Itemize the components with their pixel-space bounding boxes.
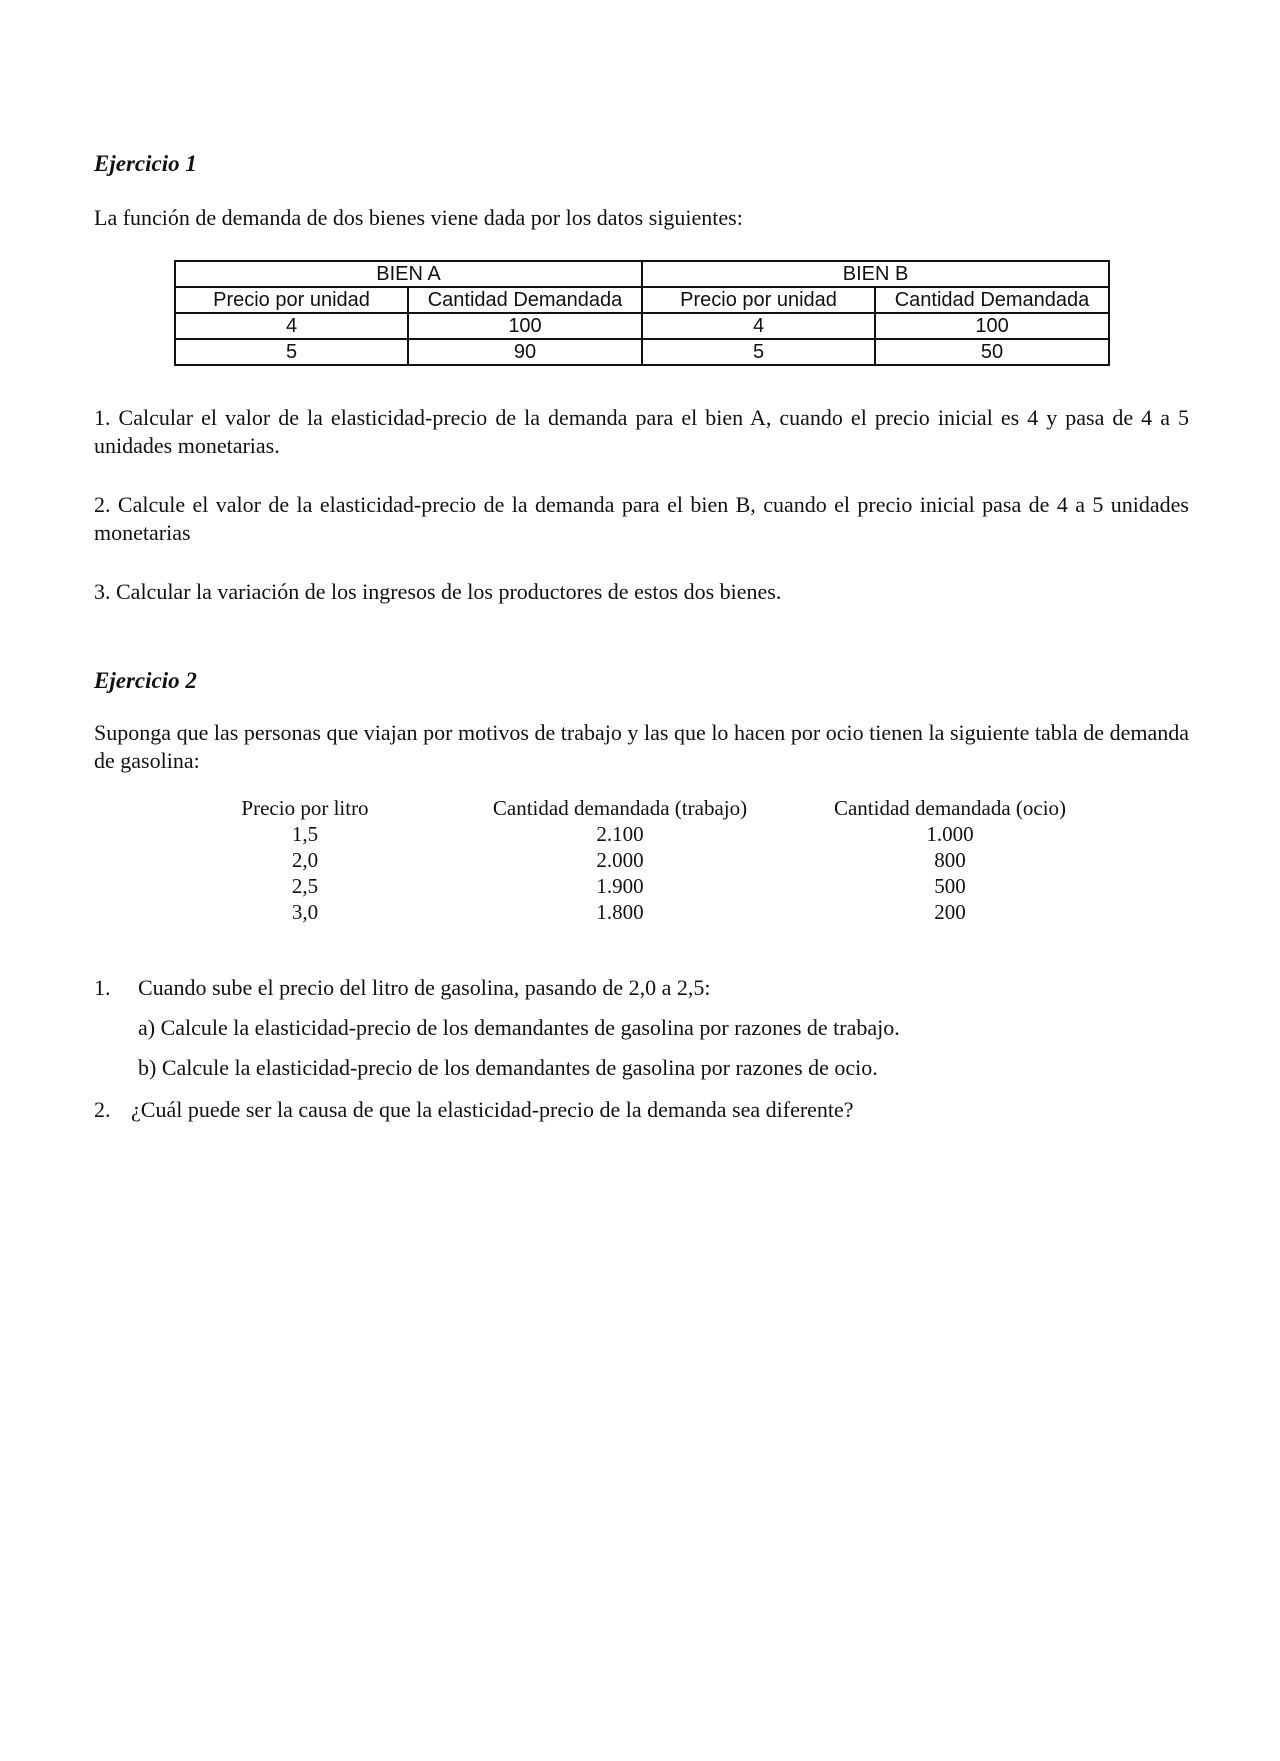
table-cell: 2,0 bbox=[291, 848, 319, 872]
exercise-1-question-3: 3. Calcular la variación de los ingresos de los productores de estos dos bienes. bbox=[94, 579, 782, 604]
table-cell: 100 bbox=[875, 313, 1109, 339]
list-number-2: 2. bbox=[94, 1097, 111, 1122]
column-header: Cantidad demandada (trabajo) bbox=[492, 796, 748, 820]
table-cell: 1.900 bbox=[596, 874, 644, 898]
table-cell: 2.000 bbox=[596, 848, 644, 872]
table-cell: 100 bbox=[408, 313, 642, 339]
goods-demand-table bbox=[174, 260, 1110, 366]
table-cell: 200 bbox=[934, 900, 966, 924]
exercise-2-question-1b: b) Calcule la elasticidad-precio de los demandantes de gasolina por razones de ocio. bbox=[138, 1055, 878, 1080]
column-header: Precio por litro bbox=[241, 796, 369, 820]
table-cell: 5 bbox=[175, 339, 408, 365]
exercise-1-question-1: 1. Calcular el valor de la elasticidad-precio de la demanda para el bien A, cuando el precio inicial es 4 y pasa de 4 a 5 unidades monetarias. bbox=[94, 405, 1189, 458]
exercise-2-question-1: Cuando sube el precio del litro de gasolina, pasando de 2,0 a 2,5: bbox=[138, 975, 711, 1000]
table-header-row bbox=[175, 287, 1109, 313]
table-cell: 1,5 bbox=[291, 822, 319, 846]
column-header: Cantidad Demandada bbox=[875, 287, 1109, 313]
column-header: Precio por unidad bbox=[642, 287, 875, 313]
exercise-1-question-2: 2. Calcule el valor de la elasticidad-precio de la demanda para el bien B, cuando el precio inicial pasa de 4 a 5 unidades monetarias bbox=[94, 492, 1189, 545]
table-row bbox=[175, 313, 1109, 339]
exercise-2-question-2: ¿Cuál puede ser la causa de que la elasticidad-precio de la demanda sea diferente? bbox=[131, 1097, 854, 1122]
group-header-b: BIEN B bbox=[642, 261, 1109, 287]
table-group-row bbox=[175, 261, 1109, 287]
table-row bbox=[175, 339, 1109, 365]
table-cell: 5 bbox=[642, 339, 875, 365]
table-cell: 4 bbox=[642, 313, 875, 339]
gasoline-table-work-column bbox=[470, 795, 770, 925]
group-header-a: BIEN A bbox=[175, 261, 642, 287]
gasoline-table-leisure-column bbox=[810, 795, 1090, 925]
table-cell: 800 bbox=[934, 848, 966, 872]
table-cell: 90 bbox=[408, 339, 642, 365]
list-number-1: 1. bbox=[94, 975, 111, 1000]
table-cell: 500 bbox=[934, 874, 966, 898]
column-header: Cantidad Demandada bbox=[408, 287, 642, 313]
exercise-1-intro: La función de demanda de dos bienes viene dada por los datos siguientes: bbox=[94, 205, 743, 230]
table-cell: 50 bbox=[875, 339, 1109, 365]
table-cell: 2,5 bbox=[291, 874, 319, 898]
exercise-2-intro: Suponga que las personas que viajan por motivos de trabajo y las que lo hacen por ocio tienen la siguiente tabla de demanda de gasolina: bbox=[94, 720, 1189, 773]
exercise-2-question-1a: a) Calcule la elasticidad-precio de los demandantes de gasolina por razones de trabajo. bbox=[138, 1015, 900, 1040]
table-cell: 2.100 bbox=[596, 822, 644, 846]
gasoline-table-price-column bbox=[220, 795, 390, 925]
exercise-2-heading: Ejercicio 2 bbox=[94, 668, 197, 693]
exercise-1-heading: Ejercicio 1 bbox=[94, 151, 197, 176]
table-cell: 1.000 bbox=[926, 822, 974, 846]
table-cell: 3,0 bbox=[291, 900, 319, 924]
table-cell: 1.800 bbox=[596, 900, 644, 924]
column-header: Precio por unidad bbox=[175, 287, 408, 313]
table-cell: 4 bbox=[175, 313, 408, 339]
column-header: Cantidad demandada (ocio) bbox=[833, 796, 1067, 820]
